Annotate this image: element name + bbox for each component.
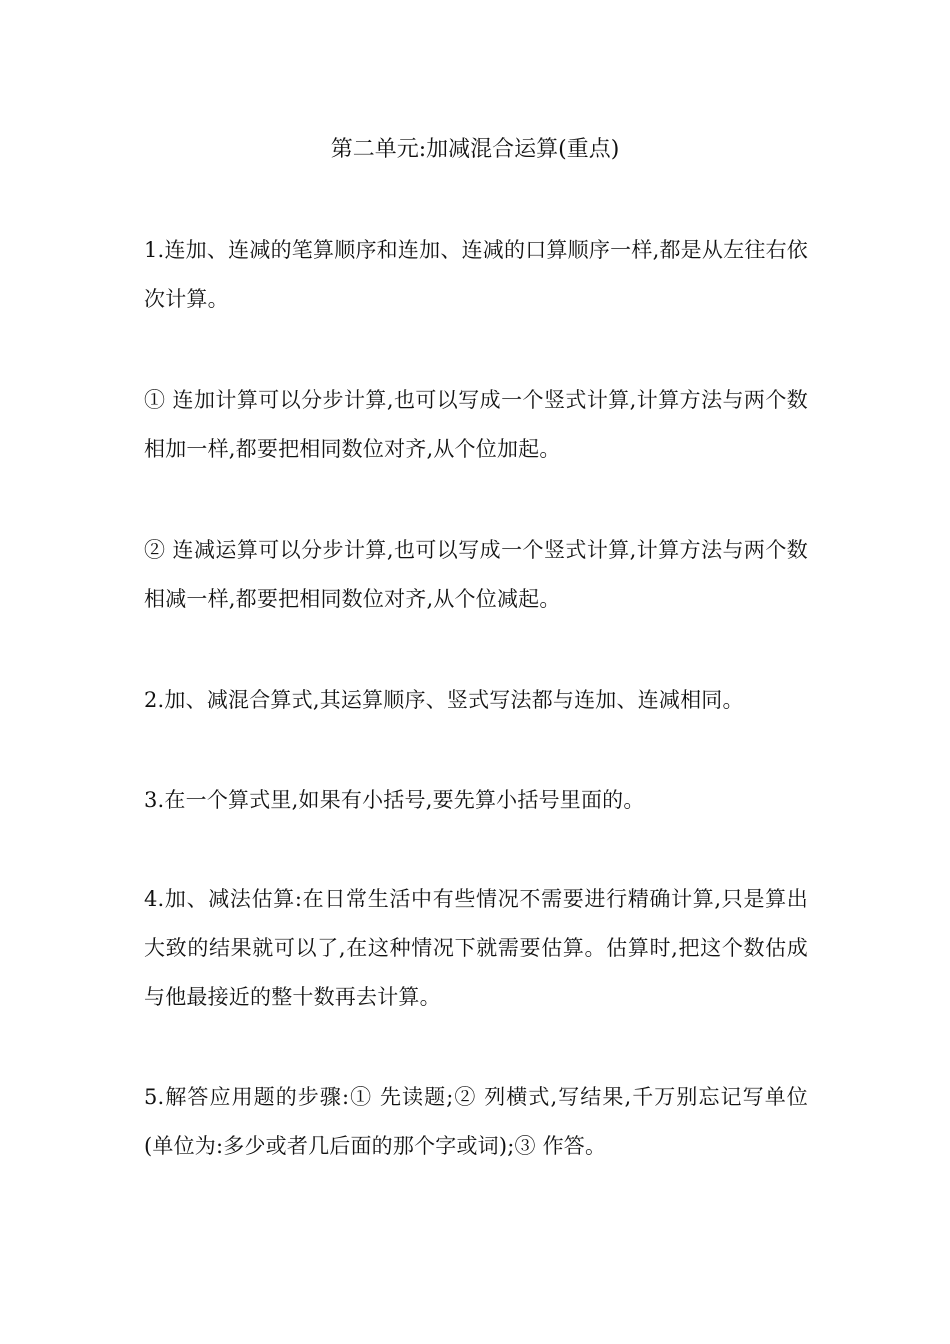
paragraph-3-parentheses: 3.在一个算式里,如果有小括号,要先算小括号里面的。 xyxy=(144,788,645,812)
paragraph-continuous-subtraction: ② 连减运算可以分步计算,也可以写成一个竖式计算,计算方法与两个数相减一样,都要把相同数位对齐,从个位减起。 xyxy=(144,538,808,611)
paragraph-continuous-addition: ① 连加计算可以分步计算,也可以写成一个竖式计算,计算方法与两个数相加一样,都要把相同数位对齐,从个位加起。 xyxy=(144,388,808,461)
paragraph-2-mixed-operations: 2.加、减混合算式,其运算顺序、竖式写法都与连加、连减相同。 xyxy=(144,688,744,712)
paragraph-4-estimation: 4.加、减法估算:在日常生活中有些情况不需要进行精确计算,只是算出大致的结果就可以了,在这种情况下就需要估算。估算时,把这个数估成与他最接近的整十数再去计算。 xyxy=(144,887,808,1009)
page-title: 第二单元:加减混合运算(重点) xyxy=(330,137,620,162)
paragraph-1-calculation-order: 1.连加、连减的笔算顺序和连加、连减的口算顺序一样,都是从左往右依次计算。 xyxy=(144,238,808,311)
paragraph-5-word-problem-steps: 5.解答应用题的步骤:① 先读题;② 列横式,写结果,千万别忘记写单位(单位为:多少或者几后面的那个字或词);③ 作答。 xyxy=(144,1085,808,1158)
